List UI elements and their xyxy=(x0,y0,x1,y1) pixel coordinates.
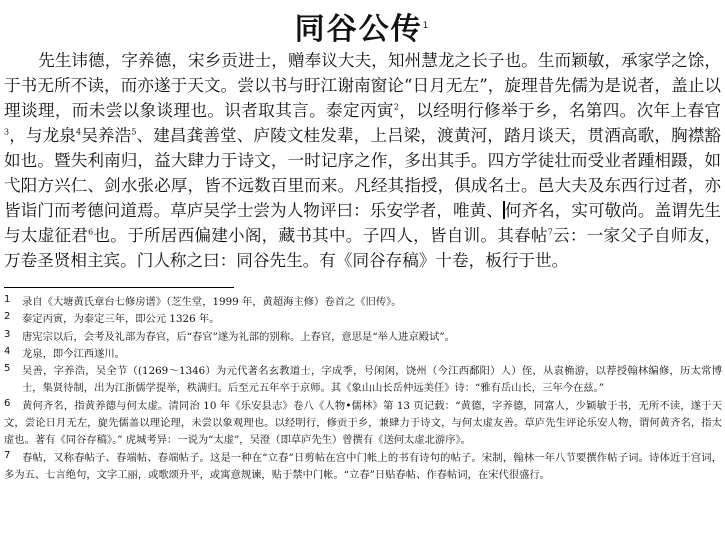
footnote-ref-2[interactable]: 2 xyxy=(393,102,399,112)
footnote-5 xyxy=(4,363,722,398)
footnote-1 xyxy=(4,294,722,311)
footnote-ref-6[interactable]: 6 xyxy=(88,227,94,237)
footnote-number: 6 xyxy=(4,397,11,409)
footnote-number: 4 xyxy=(4,345,11,357)
footnote-text: 黄何齐名，指黄养德与何太虚。清同治 10 年《乐安县志》卷八《人物•儒林》第 13 页记载：“黄德，字养德，同富人，少颖敏于书，无所不读，遂于天文，尝论日月无左，旋先儒盖以理论理，未尝以象观理也。以经明行，修贡于乡，兼肆力于诗文，与何太虚友善。草庐先生评论乐安人物，谓何黄齐名，指太虚也。著有《同谷存稿》。” 虎城考异：一说为“太虚”，吴澄（即草庐先生）曾撰有《送何太虚北游序》。 xyxy=(4,399,722,447)
title-footnote-ref[interactable]: 1 xyxy=(422,21,431,31)
body-text-1: 先生讳德，字养德，宋乡贡进士，赠奉议大夫，知州慧龙之长子也。生而颖敏，承家学之馀，于书无所不读，而亦遂于天文。尝以书与盱江谢南窗论“日月无左”，旋理昔先儒为是说者，盖止以理谈理，而未尝以象谈理也。识者取其言。泰定丙寅 xyxy=(4,51,721,120)
footnote-text: 唐宪宗以后，会考及礼部为春官，后“春官”遂为礼部的别称。上春官，意思是“举人进京殿试”。 xyxy=(22,330,455,343)
footnote-text: 吴善，字养浩，吴全节（(1269～1346）为元代著名玄教道士，字成季，号闲闲，饶州（今江西鄱阳）人）侄，从袁桷游，以荐授翰林编修，历太常博士，集贤待制，出为江浙儒学提举，秩满归。后至元五年卒于京师。其《象山山长岳仲远美任》诗：“雅有岳山长，三年今在兹。” xyxy=(22,365,722,395)
footnote-ref-5[interactable]: 5 xyxy=(131,127,137,137)
footnote-text: 泰定丙寅，为泰定三年，即公元 1326 年。 xyxy=(22,313,220,326)
footnote-ref-3[interactable]: 3 xyxy=(4,127,10,137)
footnote-3 xyxy=(4,329,722,346)
body-text-7: 也。于所居西偏建小阁，藏书其中。子四人，皆自训。其春帖 xyxy=(93,226,548,245)
footnote-4 xyxy=(4,346,722,363)
footnote-number: 2 xyxy=(4,311,11,323)
footnote-text: 春帖，又称春帖子、春端帖、春端帖子。这是一种在“立春”日剪帖在宫中门帐上的书有诗句的帖子。宋制，翰林一年八节要撰作帖子词。诗体近于宫词，多为五、七言绝句，文字工丽，或歌颂升平，或寓意规谏，贴于禁中门帐。“立春”日贴春帖、作春帖词，在宋代很盛行。 xyxy=(4,451,722,481)
footnote-ref-7[interactable]: 7 xyxy=(547,227,553,237)
footnote-7 xyxy=(4,450,722,485)
footnote-separator xyxy=(4,287,234,288)
footnote-6 xyxy=(4,398,722,450)
footnote-number: 7 xyxy=(4,449,11,461)
footnote-text: 录自《大塘黄氏章台七修房谱》（芝生堂，1999 年，黄超海主修）卷首之《旧传》。 xyxy=(22,296,402,308)
footnote-number: 3 xyxy=(4,328,11,340)
footnote-ref-4[interactable]: 4 xyxy=(76,127,82,137)
footnotes xyxy=(4,294,722,484)
footnote-text: 龙泉，即今江西遂川。 xyxy=(22,347,125,360)
body-text-3: ，与龙泉 xyxy=(9,126,77,145)
body-paragraph xyxy=(4,48,721,273)
body-text-6: 何齐名，实可敬尚。盖谓先生与太虚征君 xyxy=(4,201,722,245)
body-text-8: 云：一家父子自师友，万卷圣贤相主宾。门人称之曰：同谷先生。有《同谷存稿》十卷，板行于世。 xyxy=(4,226,722,270)
title-text: 同谷公传 xyxy=(294,12,423,47)
body-text-2: ，以经明行修举于乡，名第四。次年上春官 xyxy=(398,101,722,120)
footnote-2 xyxy=(4,311,722,328)
footnote-number: 5 xyxy=(4,363,11,375)
document-title xyxy=(0,6,725,50)
body-text-5: 、建昌龚善堂、庐陵文桂发辈，上吕梁，渡黄河，踏月谈天，贯酒高歌，胸襟豁如也。暨失利南归，益大肆力于诗文，一时记序之作，多出其手。四方学徒壮而受业者踵相蹑，如弋阳方兴仁、剑水张必厚，皆不远数百里而来。凡经其指授，俱成名士。邑大夫及东西行过者，亦皆诣门而考德问道焉。草庐吴学士尝为人物评曰：乐安学者，唯黄、 xyxy=(4,126,722,220)
footnote-number: 1 xyxy=(4,294,11,305)
body-text-4: 吴养浩 xyxy=(81,126,132,145)
